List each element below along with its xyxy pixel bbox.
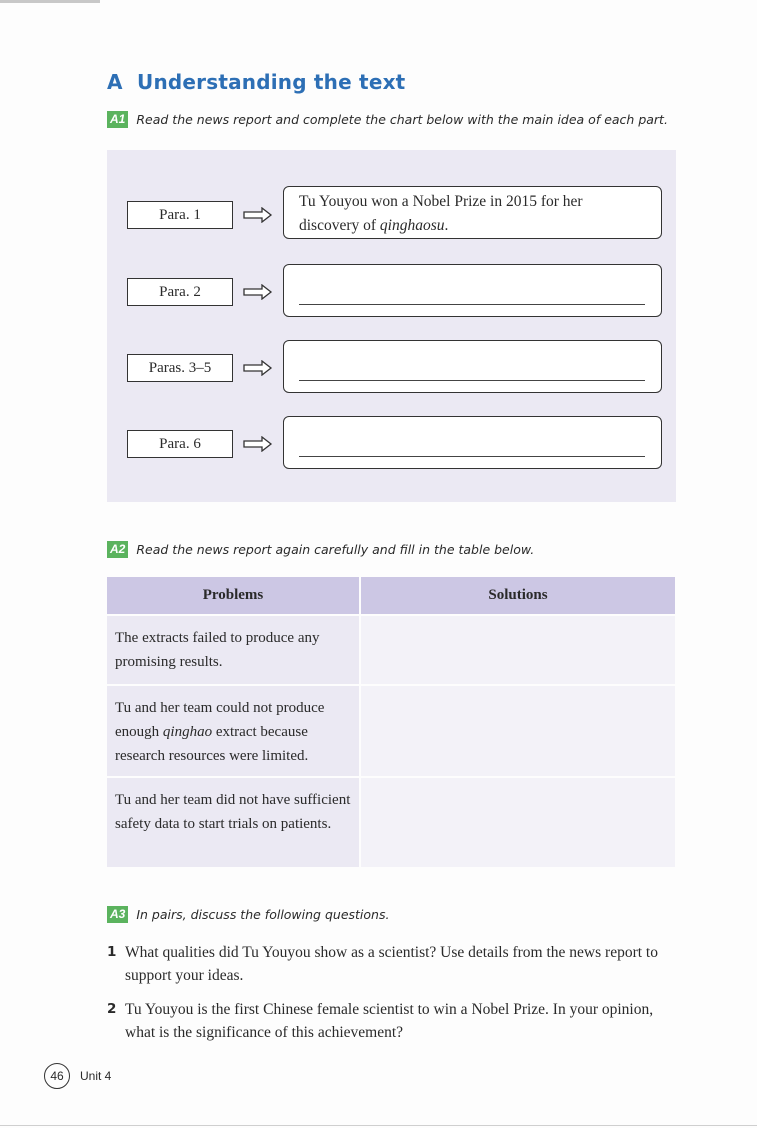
- para-label-3: Paras. 3–5: [127, 354, 233, 382]
- a3-tag: A3: [107, 906, 128, 923]
- a1-instruction-text: Read the news report and complete the chart below with the main idea of each part.: [136, 112, 668, 127]
- page-number: 46: [44, 1063, 70, 1089]
- answer-line-3[interactable]: [299, 380, 645, 381]
- question-number-1: 1: [107, 944, 117, 960]
- hollow-right-arrow-icon: [243, 284, 273, 300]
- problem-cell-3: Tu and her team did not have sufficient safety data to start trials on patients.: [107, 777, 360, 867]
- answer-box-2[interactable]: [283, 264, 662, 317]
- problem-cell-1: The extracts failed to produce any promising results.: [107, 615, 360, 685]
- hollow-right-arrow-icon: [243, 207, 273, 223]
- question-1: [107, 941, 667, 987]
- answer-box-1: [283, 186, 662, 239]
- answer-line-4[interactable]: [299, 456, 645, 457]
- a3-instruction: [107, 906, 389, 923]
- question-text-1: What qualities did Tu Youyou show as a scientist? Use details from the news report to support your ideas.: [125, 944, 658, 984]
- section-title: [107, 70, 405, 94]
- table-row: [107, 615, 675, 685]
- answer-1-italic: qinghaosu: [379, 217, 445, 234]
- problem-cell-2: [107, 685, 360, 777]
- answer-1-part-a: Tu Youyou won a Nobel Prize in 2015 for her discovery of: [299, 193, 583, 234]
- answer-box-3[interactable]: [283, 340, 662, 393]
- unit-label: Unit 4: [80, 1069, 112, 1083]
- question-text-2: Tu Youyou is the first Chinese female scientist to win a Nobel Prize. In your opinion, what is the significance of this achievement?: [125, 1001, 654, 1041]
- top-rule: [0, 0, 100, 3]
- header-solutions: Solutions: [360, 577, 675, 615]
- solution-cell-1[interactable]: [360, 615, 675, 685]
- problem-2-italic: qinghao: [162, 724, 213, 740]
- answer-line-2[interactable]: [299, 304, 645, 305]
- para-label-1: Para. 1: [127, 201, 233, 229]
- solution-cell-3[interactable]: [360, 777, 675, 867]
- bottom-rule: [0, 1125, 757, 1126]
- answer-box-4[interactable]: [283, 416, 662, 469]
- hollow-right-arrow-icon: [243, 360, 273, 376]
- hollow-right-arrow-icon: [243, 436, 273, 452]
- page-footer: [44, 1063, 111, 1089]
- a2-instruction-text: Read the news report again carefully and fill in the table below.: [136, 542, 535, 557]
- table-header-row: [107, 577, 675, 615]
- question-2: [107, 998, 667, 1044]
- header-problems: Problems: [107, 577, 360, 615]
- answer-text-1: [299, 190, 621, 238]
- section-title-text: Understanding the text: [137, 70, 406, 94]
- answer-1-period: .: [444, 217, 449, 234]
- question-number-2: 2: [107, 1001, 117, 1017]
- para-label-2: Para. 2: [127, 278, 233, 306]
- a1-tag: A1: [107, 111, 128, 128]
- a2-instruction: [107, 541, 534, 558]
- a3-instruction-text: In pairs, discuss the following questions.: [136, 907, 390, 922]
- section-letter: A: [107, 70, 123, 94]
- table-row: [107, 777, 675, 867]
- problems-solutions-table: [107, 577, 675, 867]
- table-row: [107, 685, 675, 777]
- solution-cell-2[interactable]: [360, 685, 675, 777]
- problem-2-part-b: extract because research resources were limited.: [115, 724, 309, 764]
- a1-instruction: [107, 111, 668, 128]
- a2-tag: A2: [107, 541, 128, 558]
- para-label-4: Para. 6: [127, 430, 233, 458]
- main-idea-chart: [107, 150, 676, 502]
- problem-2-part-a: Tu and her team could not produce enough: [115, 700, 325, 740]
